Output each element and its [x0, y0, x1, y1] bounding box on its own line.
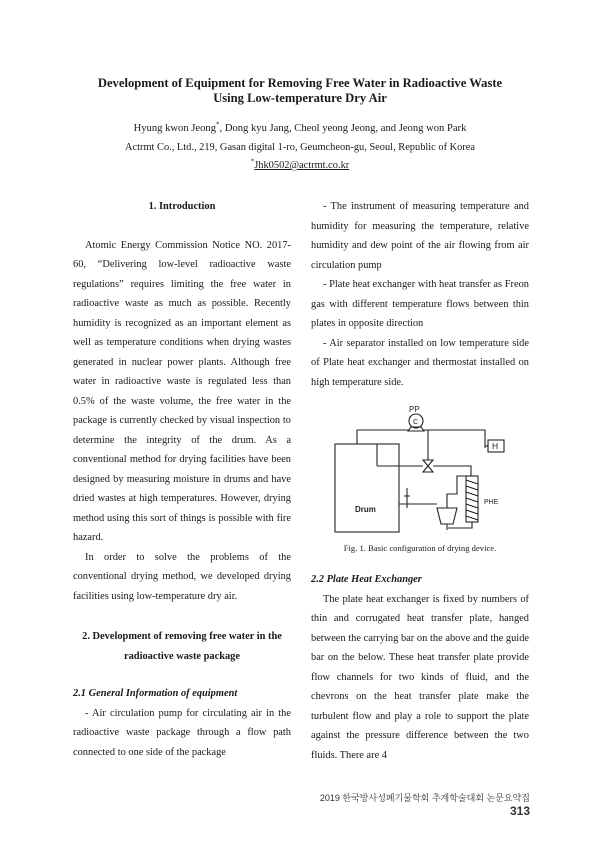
email-mark: * — [250, 157, 255, 166]
drum-shape — [335, 444, 399, 532]
subsection-2-1-heading: 2.1 General Information of equipment — [73, 688, 238, 699]
figure-caption: Fig. 1. Basic configuration of drying device. — [343, 543, 497, 553]
drying-device-diagram — [311, 404, 529, 536]
paper-title — [40, 76, 560, 106]
label-drum: Drum — [355, 505, 376, 514]
corresponding-mark: * — [216, 120, 220, 129]
label-h: H — [492, 441, 499, 451]
page-number: 313 — [509, 804, 530, 818]
page-footer — [300, 791, 530, 818]
title-line-2: Using Low-temperature Dry Air — [213, 91, 387, 105]
first-author: Hyung kwon Jeong — [133, 123, 217, 134]
label-pp: PP — [409, 405, 420, 414]
list-item-1: - Air circulation pump for circulating air in the radioactive waste package through a flow path connected to one side of the package — [73, 707, 291, 758]
intro-paragraph-2: In order to solve the problems of the conventional drying method, we developed drying facilities using low-temperature dry air. — [73, 551, 291, 602]
phe-paragraph: The plate heat exchanger is fixed by numbers of thin and corrugated heat transfer plate, hanged between the carrying bar on the above and the guide bar on the below. These heat transfer plate provide flow channels for two kinds of fluid, and the chevrons on the heat transfer plate make the turbulent flow and play a role to support the plate against the pressure difference between the two fluids. There are 4 — [311, 593, 529, 761]
label-c: C — [413, 419, 419, 426]
author-list — [40, 122, 560, 136]
subsection-2-2-heading: 2.2 Plate Heat Exchanger — [311, 574, 422, 585]
left-column — [73, 197, 291, 762]
figure-drying-device — [311, 404, 529, 536]
list-item-3: - Plate heat exchanger with heat transfer as Freon gas with different temperature flows between thin plates in opposite direction — [311, 279, 529, 329]
email-line — [40, 159, 560, 173]
section2-heading-line-2: radioactive waste package — [123, 650, 240, 662]
conference-name: 2019 한국방사성폐기물학회 추계학술대회 논문요약집 — [319, 793, 530, 803]
email-link[interactable]: Jhk0502@actrmt.co.kr — [254, 160, 350, 171]
separator-shape — [437, 508, 457, 524]
section2-heading-line-1: 2. Development of removing free water in the — [82, 631, 282, 642]
intro-paragraph-1: Atomic Energy Commission Notice NO. 2017-60, “Delivering low-level radioactive waste regulations” requires limiting the free water in radioactive waste as much as possible. Recently humidity is recognized as an important element as well as temperature conditions when drying wastes generated in nuclear power plants. Although free water in radioactive waste is regulated less than 0.5% of the waste volume, the free water in the package is currently checked by visual inspection to determine the integrity of the drum. As a conventional method for drying facilities have been designed by measuring moisture in drums and have dried wastes at high temperatures. However, drying method using this sort of things is possible with fire hazard. — [73, 239, 291, 543]
right-column — [311, 197, 529, 765]
intro-heading: 1. Introduction — [148, 201, 216, 212]
label-phe: PHE — [484, 499, 499, 506]
title-line-1: Development of Equipment for Removing Free Water in Radioactive Waste — [97, 76, 503, 90]
co-authors: , Dong kyu Jang, Cheol yeong Jeong, and Jeong won Park — [219, 123, 467, 134]
list-item-4: - Air separator installed on low temperature side of Plate heat exchanger and thermostat installed on high temperature side. — [311, 337, 529, 388]
affiliation: Actrmt Co., Ltd., 219, Gasan digital 1-ro, Geumcheon-gu, Seoul, Republic of Korea — [124, 142, 476, 153]
section2-heading — [73, 627, 291, 666]
list-item-2: - The instrument of measuring temperature and humidity for measuring the temperature, relative humidity and dew point of the air flowing from air circulation pump — [311, 201, 529, 271]
